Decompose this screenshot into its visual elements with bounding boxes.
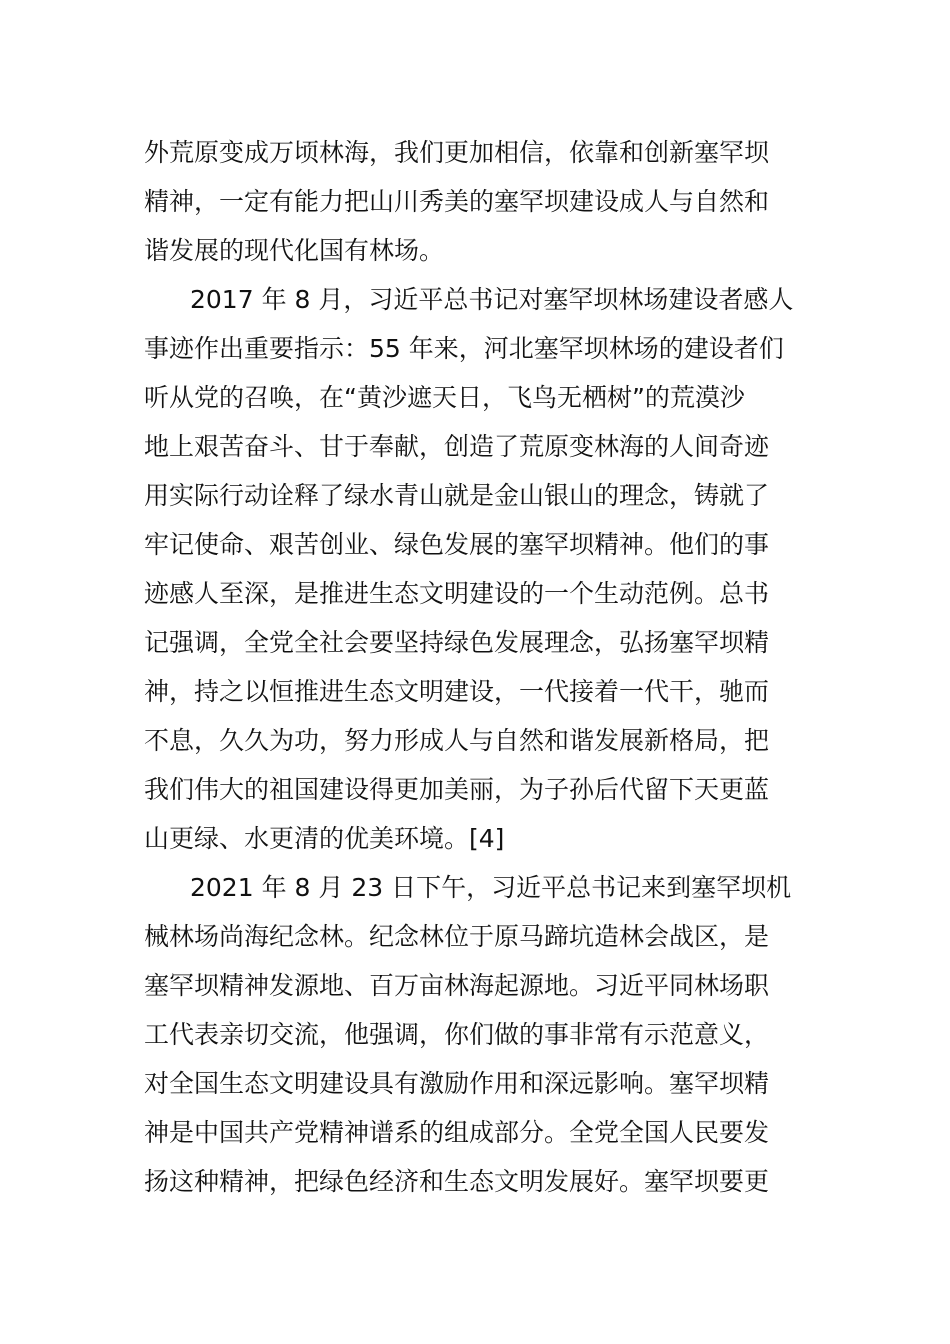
text-line: 2021 年 8 月 23 日下午，习近平总书记来到塞罕坝机 xyxy=(190,873,792,902)
text-line: 地上艰苦奋斗、甘于奉献，创造了荒原变林海的人间奇迹 xyxy=(144,432,770,461)
text-line: 谐发展的现代化国有林场。 xyxy=(144,236,445,265)
text-line: 塞罕坝精神发源地、百万亩林海起源地。习近平同林场职 xyxy=(144,971,770,1000)
text-line: 不息，久久为功，努力形成人与自然和谐发展新格局，把 xyxy=(144,726,770,755)
text-line: 神，持之以恒推进生态文明建设，一代接着一代干，驰而 xyxy=(144,677,770,706)
text-line: 用实际行动诠释了绿水青山就是金山银山的理念，铸就了 xyxy=(144,481,770,510)
text-line: 神是中国共产党精神谱系的组成部分。全党全国人民要发 xyxy=(144,1118,770,1147)
paragraph-2 xyxy=(144,275,810,863)
text-line: 迹感人至深，是推进生态文明建设的一个生动范例。总书 xyxy=(144,579,770,608)
text-line: 山更绿、水更清的优美环境。[4] xyxy=(144,824,505,853)
text-line: 对全国生态文明建设具有激励作用和深远影响。塞罕坝精 xyxy=(144,1069,770,1098)
text-line: 工代表亲切交流，他强调，你们做的事非常有示范意义， xyxy=(144,1020,770,1049)
body-text xyxy=(144,128,810,1206)
text-line: 我们伟大的祖国建设得更加美丽，为子孙后代留下天更蓝 xyxy=(144,775,770,804)
text-line: 扬这种精神，把绿色经济和生态文明发展好。塞罕坝要更 xyxy=(144,1167,770,1196)
paragraph-3 xyxy=(144,863,810,1206)
paragraph-1 xyxy=(144,128,810,275)
text-line: 精神，一定有能力把山川秀美的塞罕坝建设成人与自然和 xyxy=(144,187,770,216)
text-line: 记强调，全党全社会要坚持绿色发展理念，弘扬塞罕坝精 xyxy=(144,628,770,657)
text-line: 听从党的召唤，在“黄沙遮天日，飞鸟无栖树”的荒漠沙 xyxy=(144,383,745,412)
text-line: 事迹作出重要指示：55 年来，河北塞罕坝林场的建设者们 xyxy=(144,334,784,363)
text-line: 2017 年 8 月，习近平总书记对塞罕坝林场建设者感人 xyxy=(190,285,794,314)
text-line: 械林场尚海纪念林。纪念林位于原马蹄坑造林会战区，是 xyxy=(144,922,770,951)
text-line: 牢记使命、艰苦创业、绿色发展的塞罕坝精神。他们的事 xyxy=(144,530,770,559)
text-line: 外荒原变成万顷林海，我们更加相信，依靠和创新塞罕坝 xyxy=(144,138,770,167)
